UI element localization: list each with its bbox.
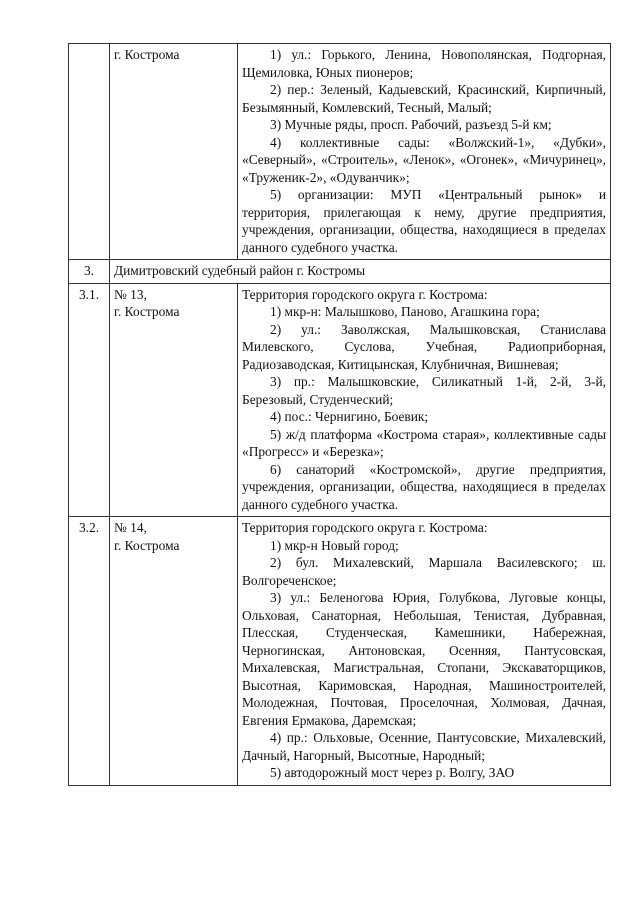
territory-cell bbox=[238, 44, 611, 260]
row-number: 3.1. bbox=[69, 283, 110, 517]
territory-intro: Территория городского округа г. Кострома: bbox=[242, 286, 488, 302]
court-cell: г. Кострома bbox=[110, 44, 238, 260]
territory-item: 5) автодорожный мост через р. Волгу, ЗАО bbox=[270, 765, 515, 780]
row-number: 3.2. bbox=[69, 517, 110, 786]
territory-item: 2) бул. Михалевский, Маршала Василевского; ш. Волгореченское; bbox=[242, 555, 606, 588]
territory-item: 4) коллективные сады: «Волжский-1», «Дубки», «Северный», «Строитель», «Ленок», «Огонек», «Мичуринец», «Труженик-2», «Одуванчик»; bbox=[242, 134, 606, 185]
territory-item: 3) ул.: Беленогова Юрия, Голубкова, Луговые концы, Ольховая, Санаторная, Небольшая, Тенистая, Дубравная, Плесская, Студенческая, Камешники, Набережная, Черногинская, Антоновская, Осенняя, Пантусовская, Михалевская, Магистральная, Стопани, Экскаваторщиков, Высотная, Каримовская, Народная, Машиностроителей, Молодежная, Почтовая, Проселочная, Холмовая, Дачная, Евгения Ермакова, Даремская; bbox=[242, 590, 606, 728]
territory-intro: Территория городского округа г. Кострома: bbox=[242, 520, 488, 535]
territory-item: 5) организации: МУП «Центральный рынок» и территория, прилегающая к нему, другие предприятия, учреждения, организации, общества, находящиеся в пределах данного судебного участка. bbox=[242, 187, 606, 255]
section-row bbox=[69, 260, 611, 284]
territory-cell bbox=[238, 517, 611, 786]
territory-item: 5) ж/д платформа «Кострома старая», коллективные сады «Прогресс» и «Березка»; bbox=[242, 426, 606, 459]
territory-item: 3) пр.: Малышковские, Силикатный 1-й, 2-й, 3-й, Березовый, Студенческий; bbox=[242, 374, 606, 407]
section-number: 3. bbox=[69, 260, 110, 284]
territory-item: 3) Мучные ряды, просп. Рабочий, разъезд 5-й км; bbox=[270, 117, 552, 132]
court-cell bbox=[110, 517, 238, 786]
territory-item: 2) пер.: Зеленый, Кадыевский, Красинский, Кирпичный, Безымянный, Комлевский, Тесный, Малый; bbox=[242, 82, 606, 115]
territory-item: 4) пр.: Ольховые, Осенние, Пантусовские, Михалевский, Дачный, Нагорный, Высотные, Народный; bbox=[242, 730, 606, 763]
section-title: Димитровский судебный район г. Костромы bbox=[110, 260, 611, 284]
territory-item: 1) мкр-н Новый город; bbox=[270, 537, 399, 553]
territory-item: 4) пос.: Чернигино, Боевик; bbox=[270, 409, 429, 424]
row-number bbox=[69, 44, 110, 260]
court-cell bbox=[110, 283, 238, 517]
courts-table bbox=[68, 43, 611, 786]
table-row bbox=[69, 283, 611, 517]
territory-item: 6) санаторий «Костромской», другие предприятия, учреждения, организации, общества, находящиеся в пределах данного судебного участка. bbox=[242, 461, 606, 512]
table-row bbox=[69, 44, 611, 260]
court-number: № 13, г. Кострома bbox=[114, 286, 180, 319]
territory-item: 2) ул.: Заволжская, Малышковская, Станислава Милевского, Суслова, Учебная, Радиоприборная, Радиозаводская, Китицынская, Клубничная, Вишневая; bbox=[242, 321, 606, 372]
table-row bbox=[69, 517, 611, 786]
territory-item: 1) мкр-н: Малышково, Паново, Агашкина гора; bbox=[270, 304, 540, 319]
territory-cell bbox=[238, 283, 611, 517]
court-number: № 14, г. Кострома bbox=[114, 520, 180, 553]
territory-item: 1) ул.: Горького, Ленина, Новополянская, Подгорная, Щемиловка, Юных пионеров; bbox=[242, 47, 606, 80]
